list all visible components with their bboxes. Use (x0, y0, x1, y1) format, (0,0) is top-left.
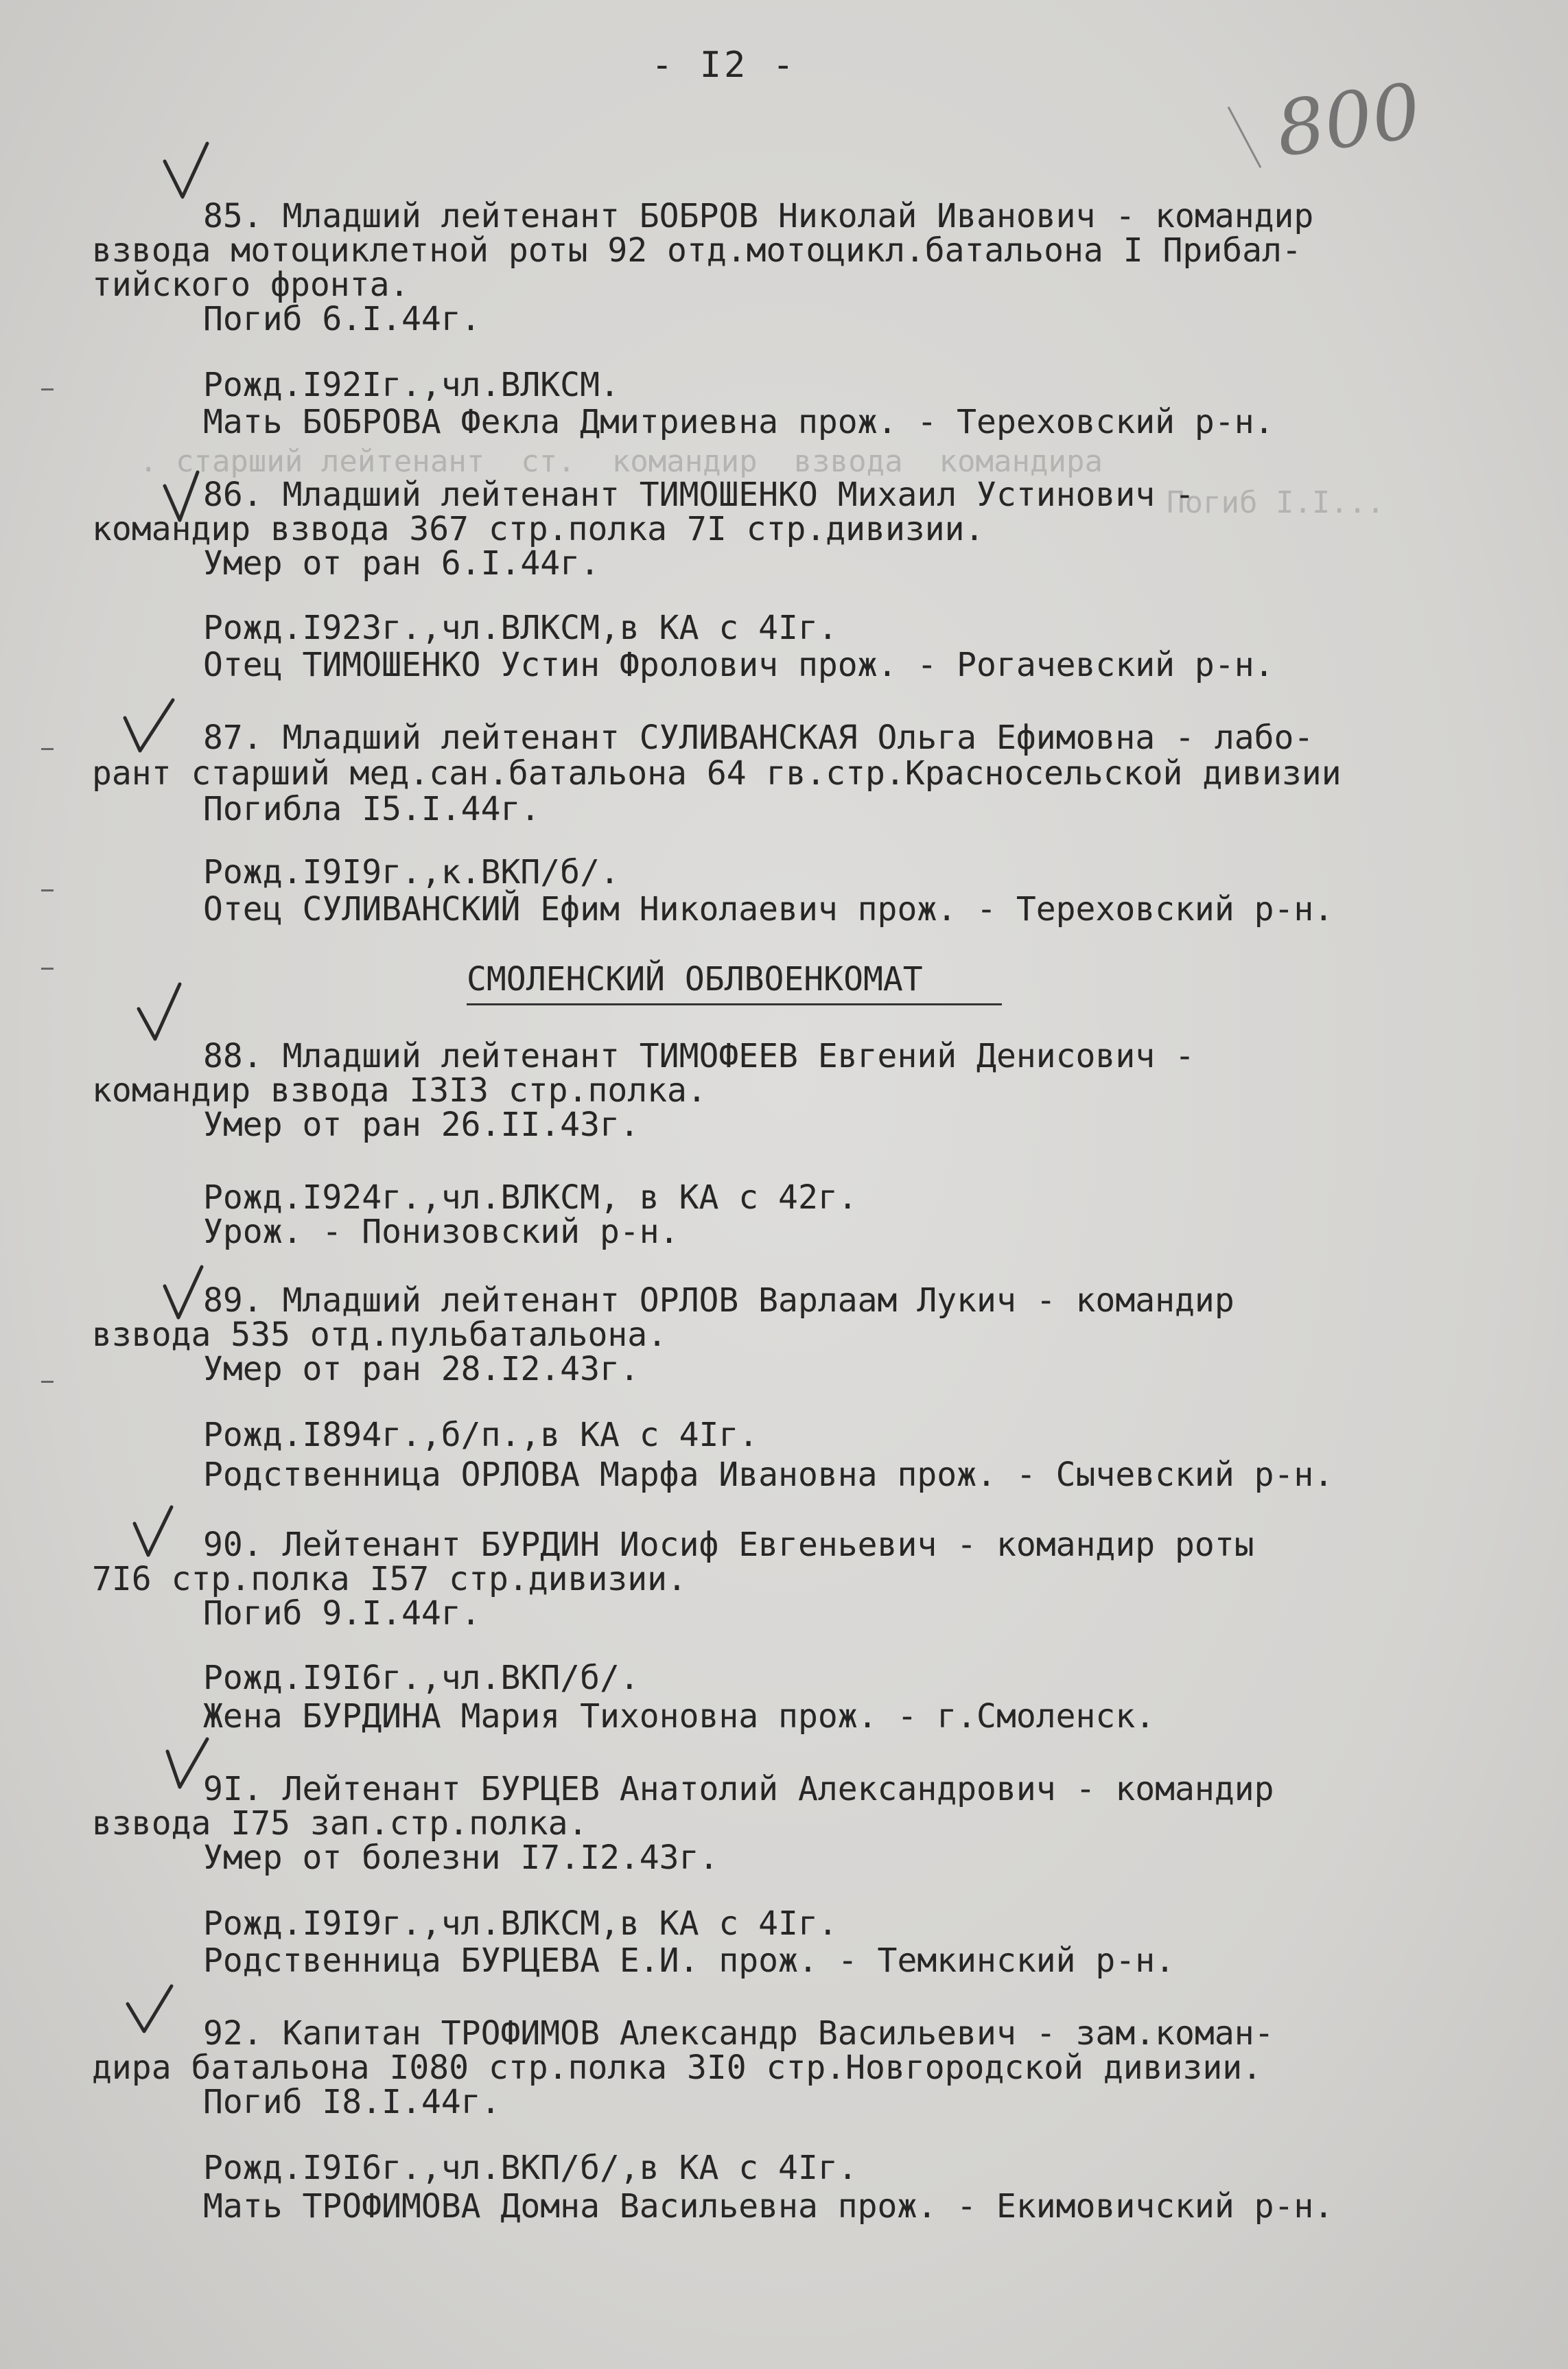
entry-87-relative: Отец СУЛИВАНСКИЙ Ефим Николаевич прож. - Тереховский р-н. (203, 890, 1334, 929)
checkmark-icon (130, 1503, 185, 1565)
margin-mark (41, 968, 54, 970)
entry-87-birth: Рожд.I9I9г.,к.ВКП/б/. (203, 853, 620, 891)
entry-92-death: Погиб I8.I.44г. (203, 2083, 501, 2121)
entry-85-line-3: тийского фронта. (92, 266, 410, 304)
entry-90-line-1: 90. Лейтенант БУРДИН Иосиф Евгеньевич - командир роты (203, 1526, 1254, 1564)
entry-91-death: Умер от болезни I7.I2.43г. (203, 1839, 719, 1877)
entry-86-line-2: командир взвода 367 стр.полка 7I стр.дивизии. (92, 510, 985, 548)
entry-89-line-1: 89. Младший лейтенант ОРЛОВ Варлаам Лукич - командир (203, 1281, 1234, 1320)
checkmark-icon (121, 693, 176, 755)
entry-86-relative: Отец ТИМОШЕНКО Устин Фролович прож. - Рогачевский р-н. (203, 646, 1274, 684)
entry-89-line-2: взвода 535 отд.пульбатальона. (92, 1316, 668, 1354)
entry-91-birth: Рожд.I9I9г.,чл.ВЛКСМ,в КА с 4Iг. (203, 1904, 838, 1943)
heading-underline (467, 1003, 1002, 1005)
entry-90-birth: Рожд.I9I6г.,чл.ВКП/б/. (203, 1659, 640, 1697)
entry-87-line-2: рант старший мед.сан.батальона 64 гв.стр.Красносельской дивизии (92, 754, 1342, 793)
entry-91-relative: Родственница БУРЦЕВА Е.И. прож. - Темкинский р-н. (203, 1941, 1175, 1980)
entry-89-birth: Рожд.I894г.,б/п.,в КА с 4Iг. (203, 1416, 759, 1454)
section-heading: СМОЛЕНСКИЙ ОБЛВОЕНКОМАТ (467, 960, 923, 999)
entry-86-line-1: 86. Младший лейтенант ТИМОШЕНКО Михаил Устинович - (203, 476, 1195, 514)
entry-85-relative: Мать БОБРОВА Фекла Дмитриевна прож. - Тереховский р-н. (203, 403, 1274, 441)
entry-88-birth: Рожд.I924г.,чл.ВЛКСМ, в КА с 42г. (203, 1178, 858, 1217)
handwritten-page-stamp: 800 (1271, 67, 1426, 174)
entry-89-relative: Родственница ОРЛОВА Марфа Ивановна прож. - Сычевский р-н. (203, 1456, 1334, 1494)
page-number: - I2 - (651, 45, 797, 86)
entry-88-relative: Урож. - Понизовский р-н. (203, 1213, 679, 1251)
margin-mark (41, 748, 54, 750)
entry-92-line-1: 92. Капитан ТРОФИМОВ Александр Васильевич - зам.коман- (203, 2014, 1274, 2053)
margin-mark (41, 1381, 54, 1383)
entry-91-line-1: 9I. Лейтенант БУРЦЕВ Анатолий Александрович - командир (203, 1770, 1274, 1808)
entry-85-line-1: 85. Младший лейтенант БОБРОВ Николай Иванович - командир (203, 197, 1314, 235)
entry-92-relative: Мать ТРОФИМОВА Домна Васильевна прож. - Екимовичский р-н. (203, 2187, 1334, 2226)
stamp-slash-mark (1228, 106, 1262, 168)
entry-85-line-2: взвода мотоциклетной роты 92 отд.мотоцикл.батальона I Прибал- (92, 231, 1302, 270)
entry-90-line-2: 7I6 стр.полка I57 стр.дивизии. (92, 1560, 687, 1598)
entry-89-death: Умер от ран 28.I2.43г. (203, 1350, 640, 1388)
entry-90-relative: Жена БУРДИНА Мария Тихоновна прож. - г.Смоленск. (203, 1697, 1156, 1736)
entry-86-death: Умер от ран 6.I.44г. (203, 544, 600, 583)
entry-87-death: Погибла I5.I.44г. (203, 790, 541, 828)
entry-85-birth: Рожд.I92Iг.,чл.ВЛКСМ. (203, 366, 620, 404)
entry-91-line-2: взвода I75 зап.стр.полка. (92, 1804, 588, 1843)
entry-88-line-1: 88. Младший лейтенант ТИМОФЕЕВ Евгений Денисович - (203, 1037, 1195, 1075)
checkmark-icon (124, 1976, 178, 2038)
entry-88-death: Умер от ран 26.II.43г. (203, 1106, 640, 1144)
checkmark-icon (134, 981, 189, 1043)
entry-86-birth: Рожд.I923г.,чл.ВЛКСМ,в КА с 4Iг. (203, 609, 838, 647)
margin-mark (41, 889, 54, 891)
entry-85-death: Погиб 6.I.44г. (203, 300, 481, 338)
entry-90-death: Погиб 9.I.44г. (203, 1594, 481, 1633)
entry-92-birth: Рожд.I9I6г.,чл.ВКП/б/,в КА с 4Iг. (203, 2149, 858, 2187)
entry-88-line-2: командир взвода I3I3 стр.полка. (92, 1071, 707, 1110)
entry-87-line-1: 87. Младший лейтенант СУЛИВАНСКАЯ Ольга Ефимовна - лабо- (203, 719, 1314, 757)
entry-92-line-2: дира батальона I080 стр.полка 3I0 стр.Новгородской дивизии. (92, 2049, 1263, 2087)
bleed-through-text: . старший лейтенант ст. командир взвода командира (103, 444, 1103, 479)
bleed-through-text: Погиб I.I... (1167, 485, 1385, 520)
margin-mark (41, 388, 54, 390)
